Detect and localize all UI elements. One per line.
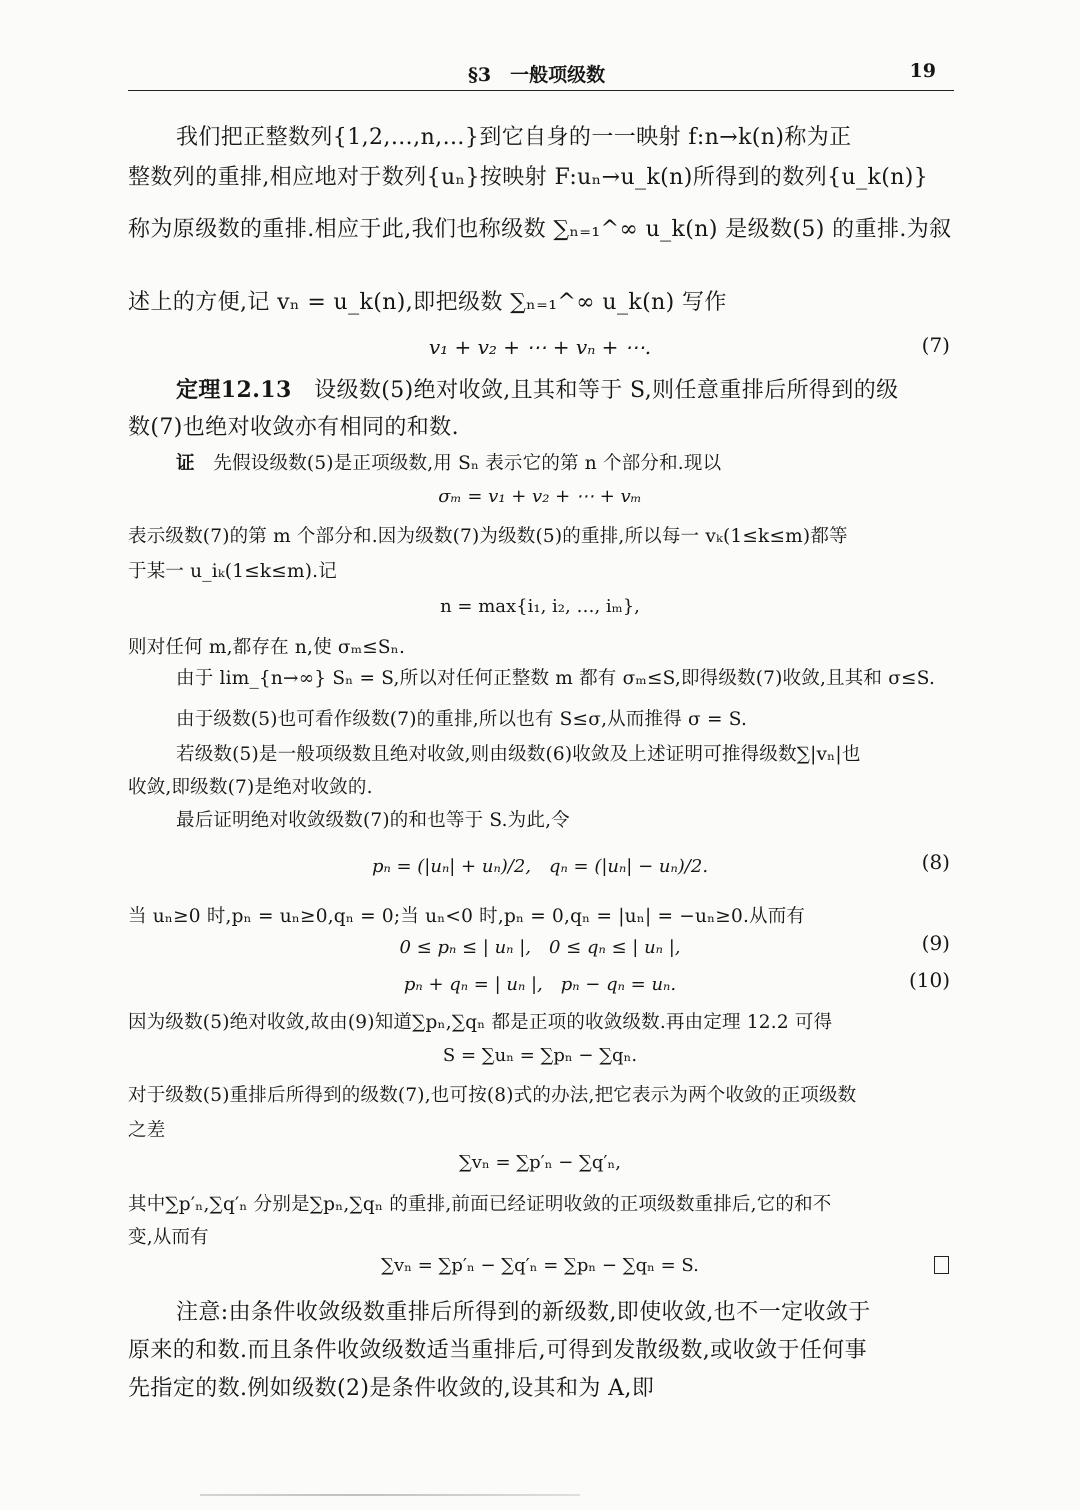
qed-box-icon — [934, 1256, 949, 1274]
section-title: §3 一般项级数 — [468, 64, 606, 86]
paragraph-line: 述上的方便,记 vₙ = u_k(n),即把级数 ∑ₙ₌₁^∞ u_k(n) 写作 — [128, 290, 727, 315]
equation-v1: ∑vₙ = ∑p′ₙ − ∑q′ₙ, — [458, 1152, 622, 1173]
theorem-line — [176, 373, 998, 404]
theorem-text: 设级数(5)绝对收敛,且其和等于 S,则任意重排后所得到的级 — [291, 378, 899, 403]
paragraph-line: 若级数(5)是一般项级数且绝对收敛,则由级数(6)收敛及上述证明可推得级数∑|vₙ|也 — [176, 744, 861, 765]
theorem-label: 定理12.13 — [176, 377, 292, 403]
proof-text: 先假设级数(5)是正项级数,用 Sₙ 表示它的第 n 个部分和.现以 — [194, 453, 722, 474]
equation-sigma: σₘ = v₁ + v₂ + ⋯ + vₘ — [438, 486, 642, 507]
equation-9: 0 ≤ pₙ ≤ | uₙ |, 0 ≤ qₙ ≤ | uₙ |, — [399, 937, 681, 958]
running-header — [128, 58, 954, 91]
equation-tag: (9) — [921, 931, 950, 955]
paragraph-line: 最后证明绝对收敛级数(7)的和也等于 S.为此,令 — [176, 810, 570, 831]
equation-7: v₁ + v₂ + ⋯ + vₙ + ⋯. — [428, 335, 652, 359]
paragraph-line: 由于级数(5)也可看作级数(7)的重排,所以也有 S≤σ,从而推得 σ = S. — [176, 709, 748, 730]
note-line: 原来的和数.而且条件收敛级数适当重排后,可得到发散级数,或收敛于任何事 — [128, 1338, 867, 1363]
equation-tag: (8) — [921, 850, 950, 874]
paragraph-line: 表示级数(7)的第 m 个部分和.因为级数(7)为级数(5)的重排,所以每一 vₖ(1≤k≤m)都等 — [128, 526, 848, 547]
equation-tag: (7) — [921, 333, 950, 357]
paragraph-line: 收敛,即级数(7)是绝对收敛的. — [128, 777, 373, 798]
paragraph-line: 变,从而有 — [128, 1227, 209, 1248]
theorem-line: 数(7)也绝对收敛亦有相同的和数. — [128, 415, 459, 440]
page-number: 19 — [909, 60, 936, 82]
note-line: 先指定的数.例如级数(2)是条件收敛的,设其和为 A,即 — [128, 1376, 655, 1401]
equation-max: n = max{i₁, i₂, …, iₘ}, — [440, 596, 640, 617]
equation-v2: ∑vₙ = ∑p′ₙ − ∑q′ₙ = ∑pₙ − ∑qₙ = S. — [381, 1255, 699, 1276]
paragraph-line: 因为级数(5)绝对收敛,故由(9)知道∑pₙ,∑qₙ 都是正项的收敛级数.再由定理 12.2 可得 — [128, 1012, 833, 1033]
paragraph-line: 则对任何 m,都存在 n,使 σₘ≤Sₙ. — [128, 637, 406, 658]
paragraph-line: 整数列的重排,相应地对于数列{uₙ}按映射 F:uₙ→u_k(n)所得到的数列{u_k(n)} — [128, 165, 929, 190]
proof-line — [176, 449, 998, 475]
equation-10: pₙ + qₙ = | uₙ |, pₙ − qₙ = uₙ. — [403, 974, 677, 995]
proof-label: 证 — [176, 453, 195, 474]
paragraph-line: 于某一 u_iₖ(1≤k≤m).记 — [128, 561, 337, 582]
scan-artifact — [200, 1494, 580, 1496]
paragraph-line: 由于 lim_{n→∞} Sₙ = S,所以对任何正整数 m 都有 σₘ≤S,即得级数(7)收敛,且其和 σ≤S. — [176, 668, 936, 689]
note-line: 注意:由条件收敛级数重排后所得到的新级数,即使收敛,也不一定收敛于 — [176, 1300, 871, 1325]
paragraph-line: 之差 — [128, 1120, 166, 1141]
paragraph-line: 当 uₙ≥0 时,pₙ = uₙ≥0,qₙ = 0;当 uₙ<0 时,pₙ = 0,qₙ = |uₙ| = −uₙ≥0.从而有 — [128, 906, 806, 927]
paragraph-line: 我们把正整数列{1,2,…,n,…}到它自身的一一映射 f:n→k(n)称为正 — [176, 125, 852, 150]
paragraph-line: 对于级数(5)重排后所得到的级数(7),也可按(8)式的办法,把它表示为两个收敛的正项级数 — [128, 1085, 857, 1106]
equation-s: S = ∑uₙ = ∑pₙ − ∑qₙ. — [442, 1045, 638, 1066]
paragraph-line: 称为原级数的重排.相应于此,我们也称级数 ∑ₙ₌₁^∞ u_k(n) 是级数(5) 的重排.为叙 — [128, 217, 952, 242]
equation-8: pₙ = (|uₙ| + uₙ)/2, qₙ = (|uₙ| − uₙ)/2. — [371, 856, 709, 877]
paragraph-line: 其中∑p′ₙ,∑q′ₙ 分别是∑pₙ,∑qₙ 的重排,前面已经证明收敛的正项级数重排后,它的和不 — [128, 1194, 832, 1215]
equation-tag: (10) — [908, 968, 950, 992]
